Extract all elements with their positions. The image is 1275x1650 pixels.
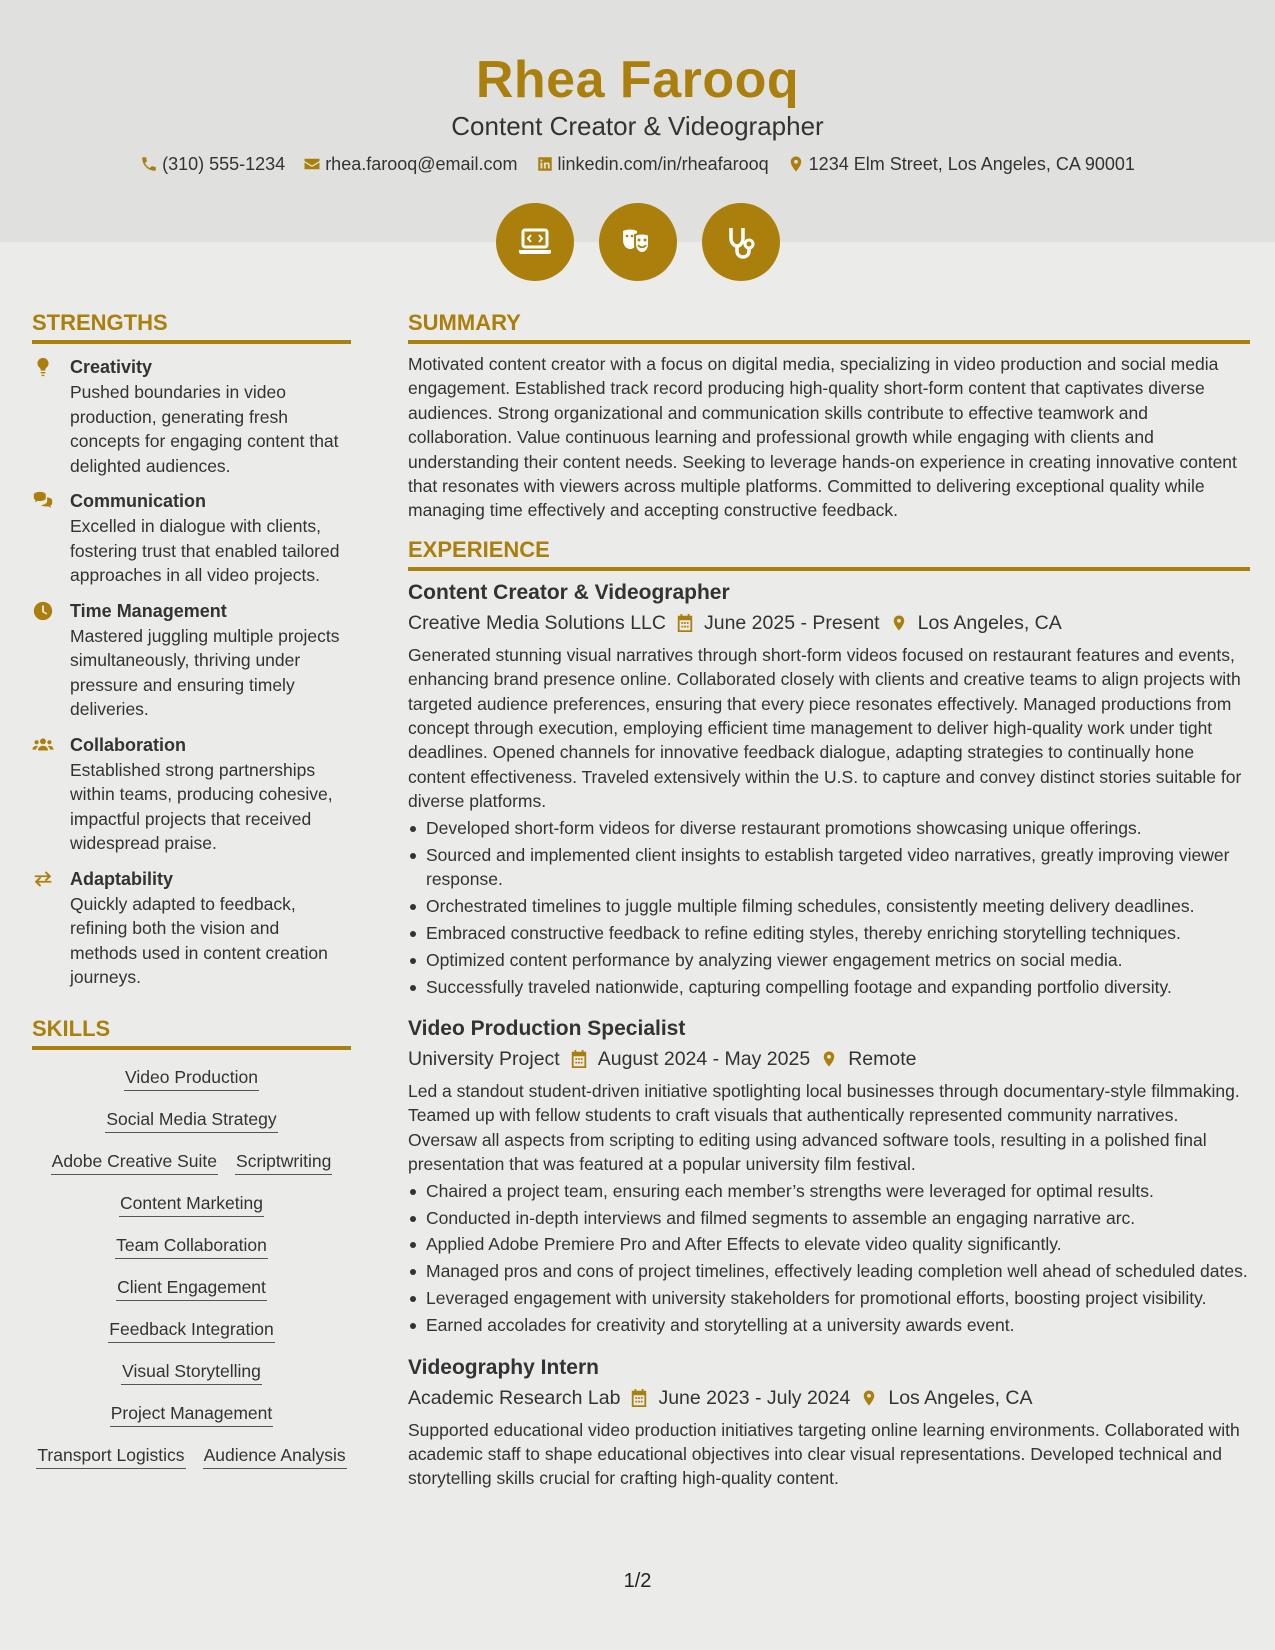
theater-masks-icon	[599, 203, 677, 281]
job-title: Video Production Specialist	[408, 1017, 686, 1041]
job-description: Generated stunning visual narratives through short-form videos focused on restaurant features and events, enhancing brand presence online. Collaborated closely with clients and creative teams to align projects with targeted audience preferences, ensuring that every piece resonates effectively. Managed productions from concept through execution, employing efficient time management to deliver high-quality work under tight deadlines. Opened channels for innovative feedback dialogue, adapting strategies to continually hone content effectiveness. Traveled extensively within the U.S. to capture and convey distinct stories suitable for diverse platforms.	[408, 644, 1242, 812]
skills-heading: SKILLS	[32, 1014, 351, 1050]
page-number: 1/2	[623, 1570, 652, 1592]
strength-desc: Excelled in dialogue with clients, fostering trust that enabled tailored approaches in all video projects.	[70, 516, 340, 585]
contact-email[interactable]	[303, 152, 517, 176]
strength-item	[32, 488, 351, 588]
job-entry	[408, 1015, 1250, 1338]
contact-linkedin[interactable]	[536, 152, 769, 176]
job-title: Content Creator & Videographer	[408, 580, 730, 604]
linkedin-text: linkedin.com/in/rheafarooq	[557, 154, 769, 174]
job-bullet: Embraced constructive feedback to refine editing styles, thereby enriching storytelling techniques.	[408, 921, 1250, 945]
linkedin-icon	[536, 155, 554, 173]
summary-heading: SUMMARY	[408, 308, 1250, 344]
envelope-icon	[303, 155, 321, 173]
job-bullet: Conducted in-depth interviews and filmed segments to assemble an engaging narrative arc.	[408, 1206, 1250, 1230]
phone-text: (310) 555-1234	[162, 154, 286, 174]
calendar-icon	[676, 613, 694, 633]
strength-item	[32, 598, 351, 722]
job-bullet: Chaired a project team, ensuring each member’s strengths were leveraged for optimal results.	[408, 1179, 1250, 1203]
job-bullet: Managed pros and cons of project timelines, effectively leading completion well ahead of scheduled dates.	[408, 1259, 1250, 1283]
job-location: Remote	[848, 1048, 917, 1071]
strength-desc: Mastered juggling multiple projects simultaneously, thriving under pressure and ensuring timely deliveries.	[70, 625, 340, 719]
clock-icon	[32, 600, 54, 622]
job-meta	[408, 1383, 1250, 1413]
job-location: Los Angeles, CA	[917, 611, 1062, 634]
job-dates: June 2023 - July 2024	[658, 1386, 851, 1409]
skill-tag: Scriptwriting	[235, 1148, 332, 1175]
strength-title: Time Management	[70, 600, 227, 621]
job-meta	[408, 608, 1250, 638]
right-column	[408, 308, 1250, 1491]
job-entry	[408, 1354, 1250, 1491]
map-marker-icon	[820, 1049, 838, 1069]
interest-icons	[0, 203, 1275, 281]
job-location: Los Angeles, CA	[888, 1386, 1033, 1409]
phone-icon	[140, 155, 158, 173]
strength-item	[32, 732, 351, 856]
map-marker-icon	[890, 613, 908, 633]
strength-title: Adaptability	[70, 868, 174, 889]
strength-title: Communication	[70, 491, 207, 511]
strengths-heading: STRENGTHS	[32, 308, 351, 344]
skill-tag: Video Production	[124, 1064, 259, 1091]
skill-tag: Team Collaboration	[115, 1232, 268, 1259]
calendar-icon	[630, 1388, 648, 1408]
skill-tag: Content Marketing	[119, 1190, 264, 1217]
job-dates: June 2025 - Present	[703, 611, 880, 634]
strength-desc: Established strong partnerships within teams, producing cohesive, impactful projects that received widespread praise.	[70, 759, 333, 853]
job-description: Supported educational video production initiatives targeting online learning environments. Collaborated with academic staff to shape educational objectives into clear visual representations. Developed technical and storytelling skills crucial for crafting high-quality content.	[408, 1419, 1240, 1489]
users-icon	[32, 734, 54, 756]
exchange-icon	[32, 868, 54, 890]
strength-title: Creativity	[70, 357, 153, 377]
contact-address	[787, 152, 1135, 176]
lightbulb-icon	[32, 356, 54, 378]
skill-tag: Project Management	[110, 1400, 273, 1427]
job-bullet: Developed short-form videos for diverse restaurant promotions showcasing unique offerings.	[408, 816, 1250, 840]
candidate-title: Content Creator & Videographer	[451, 111, 824, 141]
job-title: Videography Intern	[408, 1355, 599, 1379]
job-bullet: Leveraged engagement with university stakeholders for promotional efforts, boosting project visibility.	[408, 1286, 1250, 1310]
laptop-code-icon	[496, 203, 574, 281]
email-text: rhea.farooq@email.com	[325, 154, 518, 174]
skills-list	[32, 1064, 351, 1469]
job-company: University Project	[408, 1048, 560, 1071]
job-bullet: Sourced and implemented client insights to establish targeted video narratives, greatly improving viewer response.	[408, 843, 1250, 892]
job-description: Led a standout student-driven initiative spotlighting local businesses through documentary-style filmmaking. Teamed up with fellow students to craft visuals that authentically represented community narratives. Oversaw all aspects from scripting to editing using advanced software tools, resulting in a polished final presentation that was featured at a popular university film festival.	[408, 1081, 1240, 1175]
left-column	[32, 308, 351, 1469]
job-company: Academic Research Lab	[408, 1386, 621, 1409]
skill-tag: Client Engagement	[116, 1274, 267, 1301]
map-marker-icon	[860, 1388, 878, 1408]
address-text: 1234 Elm Street, Los Angeles, CA 90001	[808, 154, 1135, 174]
job-bullets	[408, 1179, 1250, 1338]
job-bullet: Applied Adobe Premiere Pro and After Effects to elevate video quality significantly.	[408, 1232, 1250, 1256]
job-company: Creative Media Solutions LLC	[408, 611, 666, 634]
job-bullet: Optimized content performance by analyzing viewer engagement metrics on social media.	[408, 948, 1250, 972]
skill-tag: Visual Storytelling	[121, 1358, 262, 1385]
job-bullet: Successfully traveled nationwide, capturing compelling footage and expanding portfolio diversity.	[408, 975, 1250, 999]
strength-item	[32, 866, 351, 990]
job-dates: August 2024 - May 2025	[597, 1048, 811, 1071]
strength-title: Collaboration	[70, 734, 186, 755]
job-bullet: Earned accolades for creativity and storytelling at a university awards event.	[408, 1313, 1250, 1337]
calendar-icon	[570, 1049, 588, 1069]
skill-tag: Feedback Integration	[108, 1316, 274, 1343]
strength-item	[32, 354, 351, 478]
strength-desc: Pushed boundaries in video production, generating fresh concepts for engaging content that delighted audiences.	[70, 382, 339, 476]
skill-tag: Audience Analysis	[203, 1442, 347, 1469]
summary-text: Motivated content creator with a focus on digital media, specializing in video production and social media engagement. Established track record producing high-quality short-form content that captivates diverse audiences. Strong organizational and communication skills contribute to effective teamwork and collaboration. Value continuous learning and professional growth while engaging with clients and understanding their content needs. Seeking to leverage hands-on experience in creating innovative content that resonates with viewers across multiple platforms. Committed to delivering exceptional quality while managing time effectively and accepting constructive feedback.	[408, 354, 1237, 521]
experience-heading: EXPERIENCE	[408, 535, 1250, 571]
skill-tag: Adobe Creative Suite	[51, 1148, 218, 1175]
job-bullets	[408, 816, 1250, 999]
map-marker-icon	[787, 155, 805, 173]
stethoscope-icon	[702, 203, 780, 281]
strength-desc: Quickly adapted to feedback, refining both the vision and methods used in content creation journeys.	[70, 893, 328, 987]
job-entry	[408, 579, 1250, 999]
contact-bar	[0, 152, 1275, 176]
contact-phone[interactable]	[140, 152, 285, 176]
candidate-name: Rhea Farooq	[475, 51, 800, 109]
skill-tag: Social Media Strategy	[105, 1106, 277, 1133]
job-meta	[408, 1044, 1250, 1074]
comments-icon	[32, 490, 54, 512]
job-bullet: Orchestrated timelines to juggle multiple filming schedules, consistently meeting delivery deadlines.	[408, 894, 1250, 918]
skill-tag: Transport Logistics	[36, 1442, 185, 1469]
